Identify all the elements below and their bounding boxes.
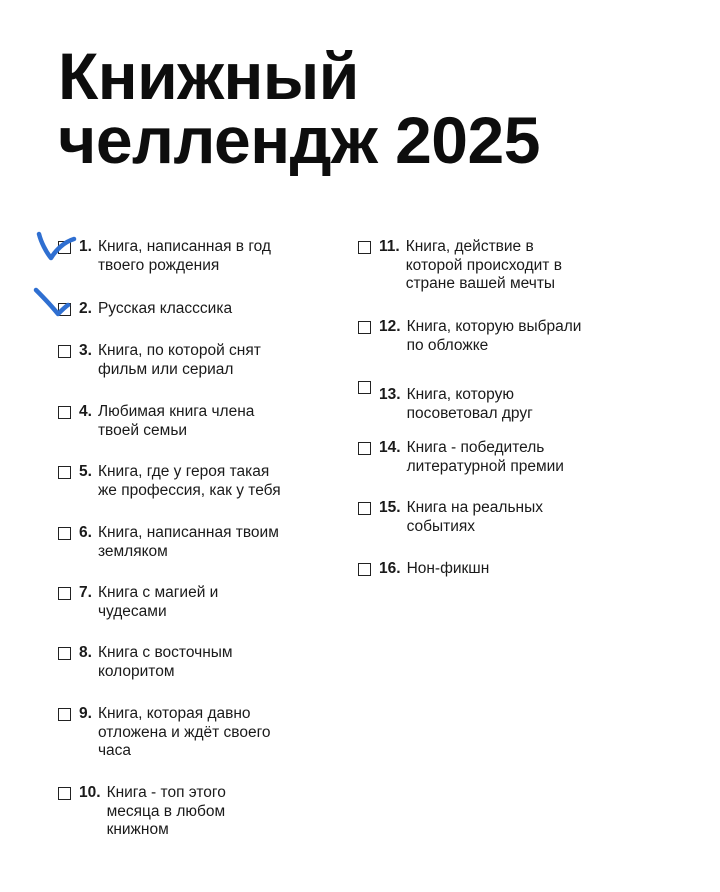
challenge-item-9[interactable] xyxy=(58,705,271,761)
item-number: 11. xyxy=(379,238,400,255)
item-text: Книга на реальных событиях xyxy=(406,499,543,535)
item-text: Книга, которую посоветовал друг xyxy=(406,386,533,422)
item-text: Книга, написанная в год твоего рождения xyxy=(97,238,271,274)
item-number: 15. xyxy=(379,499,401,516)
title-line-2: челлендж 2025 xyxy=(58,103,540,177)
challenge-item-11[interactable] xyxy=(358,238,562,294)
item-text: Книга, написанная твоим земляком xyxy=(97,524,279,560)
challenge-item-2[interactable] xyxy=(58,300,232,319)
challenge-item-7[interactable] xyxy=(58,584,218,621)
checkbox[interactable] xyxy=(58,708,71,721)
item-text: Книга, где у героя такая же профессия, как у тебя xyxy=(97,463,281,499)
challenge-item-8[interactable] xyxy=(58,644,233,681)
checkbox[interactable] xyxy=(58,345,71,358)
item-number: 8. xyxy=(79,644,92,661)
item-number: 1. xyxy=(79,238,92,255)
challenge-item-5[interactable] xyxy=(58,463,281,500)
item-number: 6. xyxy=(79,524,92,541)
checkbox[interactable] xyxy=(358,381,371,394)
challenge-item-12[interactable] xyxy=(358,318,581,355)
checkbox[interactable] xyxy=(58,787,71,800)
item-text: Книга с восточным колоритом xyxy=(97,644,233,680)
item-number: 12. xyxy=(379,318,401,335)
item-text: Нон-фикшн xyxy=(406,560,490,577)
title-line-1: Книжный xyxy=(58,39,359,113)
checkbox[interactable] xyxy=(58,466,71,479)
item-text: Книга - победитель литературной премии xyxy=(406,439,564,475)
checkbox[interactable] xyxy=(358,442,371,455)
item-number: 7. xyxy=(79,584,92,601)
checkbox[interactable] xyxy=(58,241,71,254)
challenge-item-13[interactable] xyxy=(358,386,533,423)
checkbox[interactable] xyxy=(58,647,71,660)
item-number: 3. xyxy=(79,342,92,359)
checkbox[interactable] xyxy=(58,527,71,540)
item-number: 16. xyxy=(379,560,401,577)
checkbox[interactable] xyxy=(358,563,371,576)
item-text: Любимая книга члена твоей семьи xyxy=(97,403,255,439)
item-text: Книга, которую выбрали по обложке xyxy=(406,318,582,354)
checkbox[interactable] xyxy=(58,406,71,419)
challenge-item-4[interactable] xyxy=(58,403,254,440)
item-text: Книга с магией и чудесами xyxy=(97,584,219,620)
item-number: 13. xyxy=(379,386,401,403)
checkbox[interactable] xyxy=(358,502,371,515)
item-number: 10. xyxy=(79,784,101,801)
item-text: Книга, действие в которой происходит в стране вашей мечты xyxy=(405,238,562,292)
item-number: 5. xyxy=(79,463,92,480)
challenge-item-16[interactable] xyxy=(358,560,489,579)
item-number: 4. xyxy=(79,403,92,420)
checkbox[interactable] xyxy=(58,303,71,316)
checkbox[interactable] xyxy=(358,321,371,334)
item-text: Русская класссика xyxy=(97,300,233,317)
challenge-item-6[interactable] xyxy=(58,524,279,561)
item-text: Книга, по которой снят фильм или сериал xyxy=(97,342,261,378)
page-title xyxy=(58,39,540,177)
item-number: 14. xyxy=(379,439,401,456)
item-number: 2. xyxy=(79,300,92,317)
item-text: Книга, которая давно отложена и ждёт своего часа xyxy=(97,705,271,759)
challenge-item-1[interactable] xyxy=(58,238,271,275)
checkbox[interactable] xyxy=(358,241,371,254)
checkbox[interactable] xyxy=(58,587,71,600)
challenge-item-14[interactable] xyxy=(358,439,564,476)
item-number: 9. xyxy=(79,705,92,722)
challenge-item-3[interactable] xyxy=(58,342,261,379)
challenge-item-10[interactable] xyxy=(58,784,226,840)
challenge-item-15[interactable] xyxy=(358,499,543,536)
item-text: Книга - топ этого месяца в любом книжном xyxy=(106,784,226,838)
